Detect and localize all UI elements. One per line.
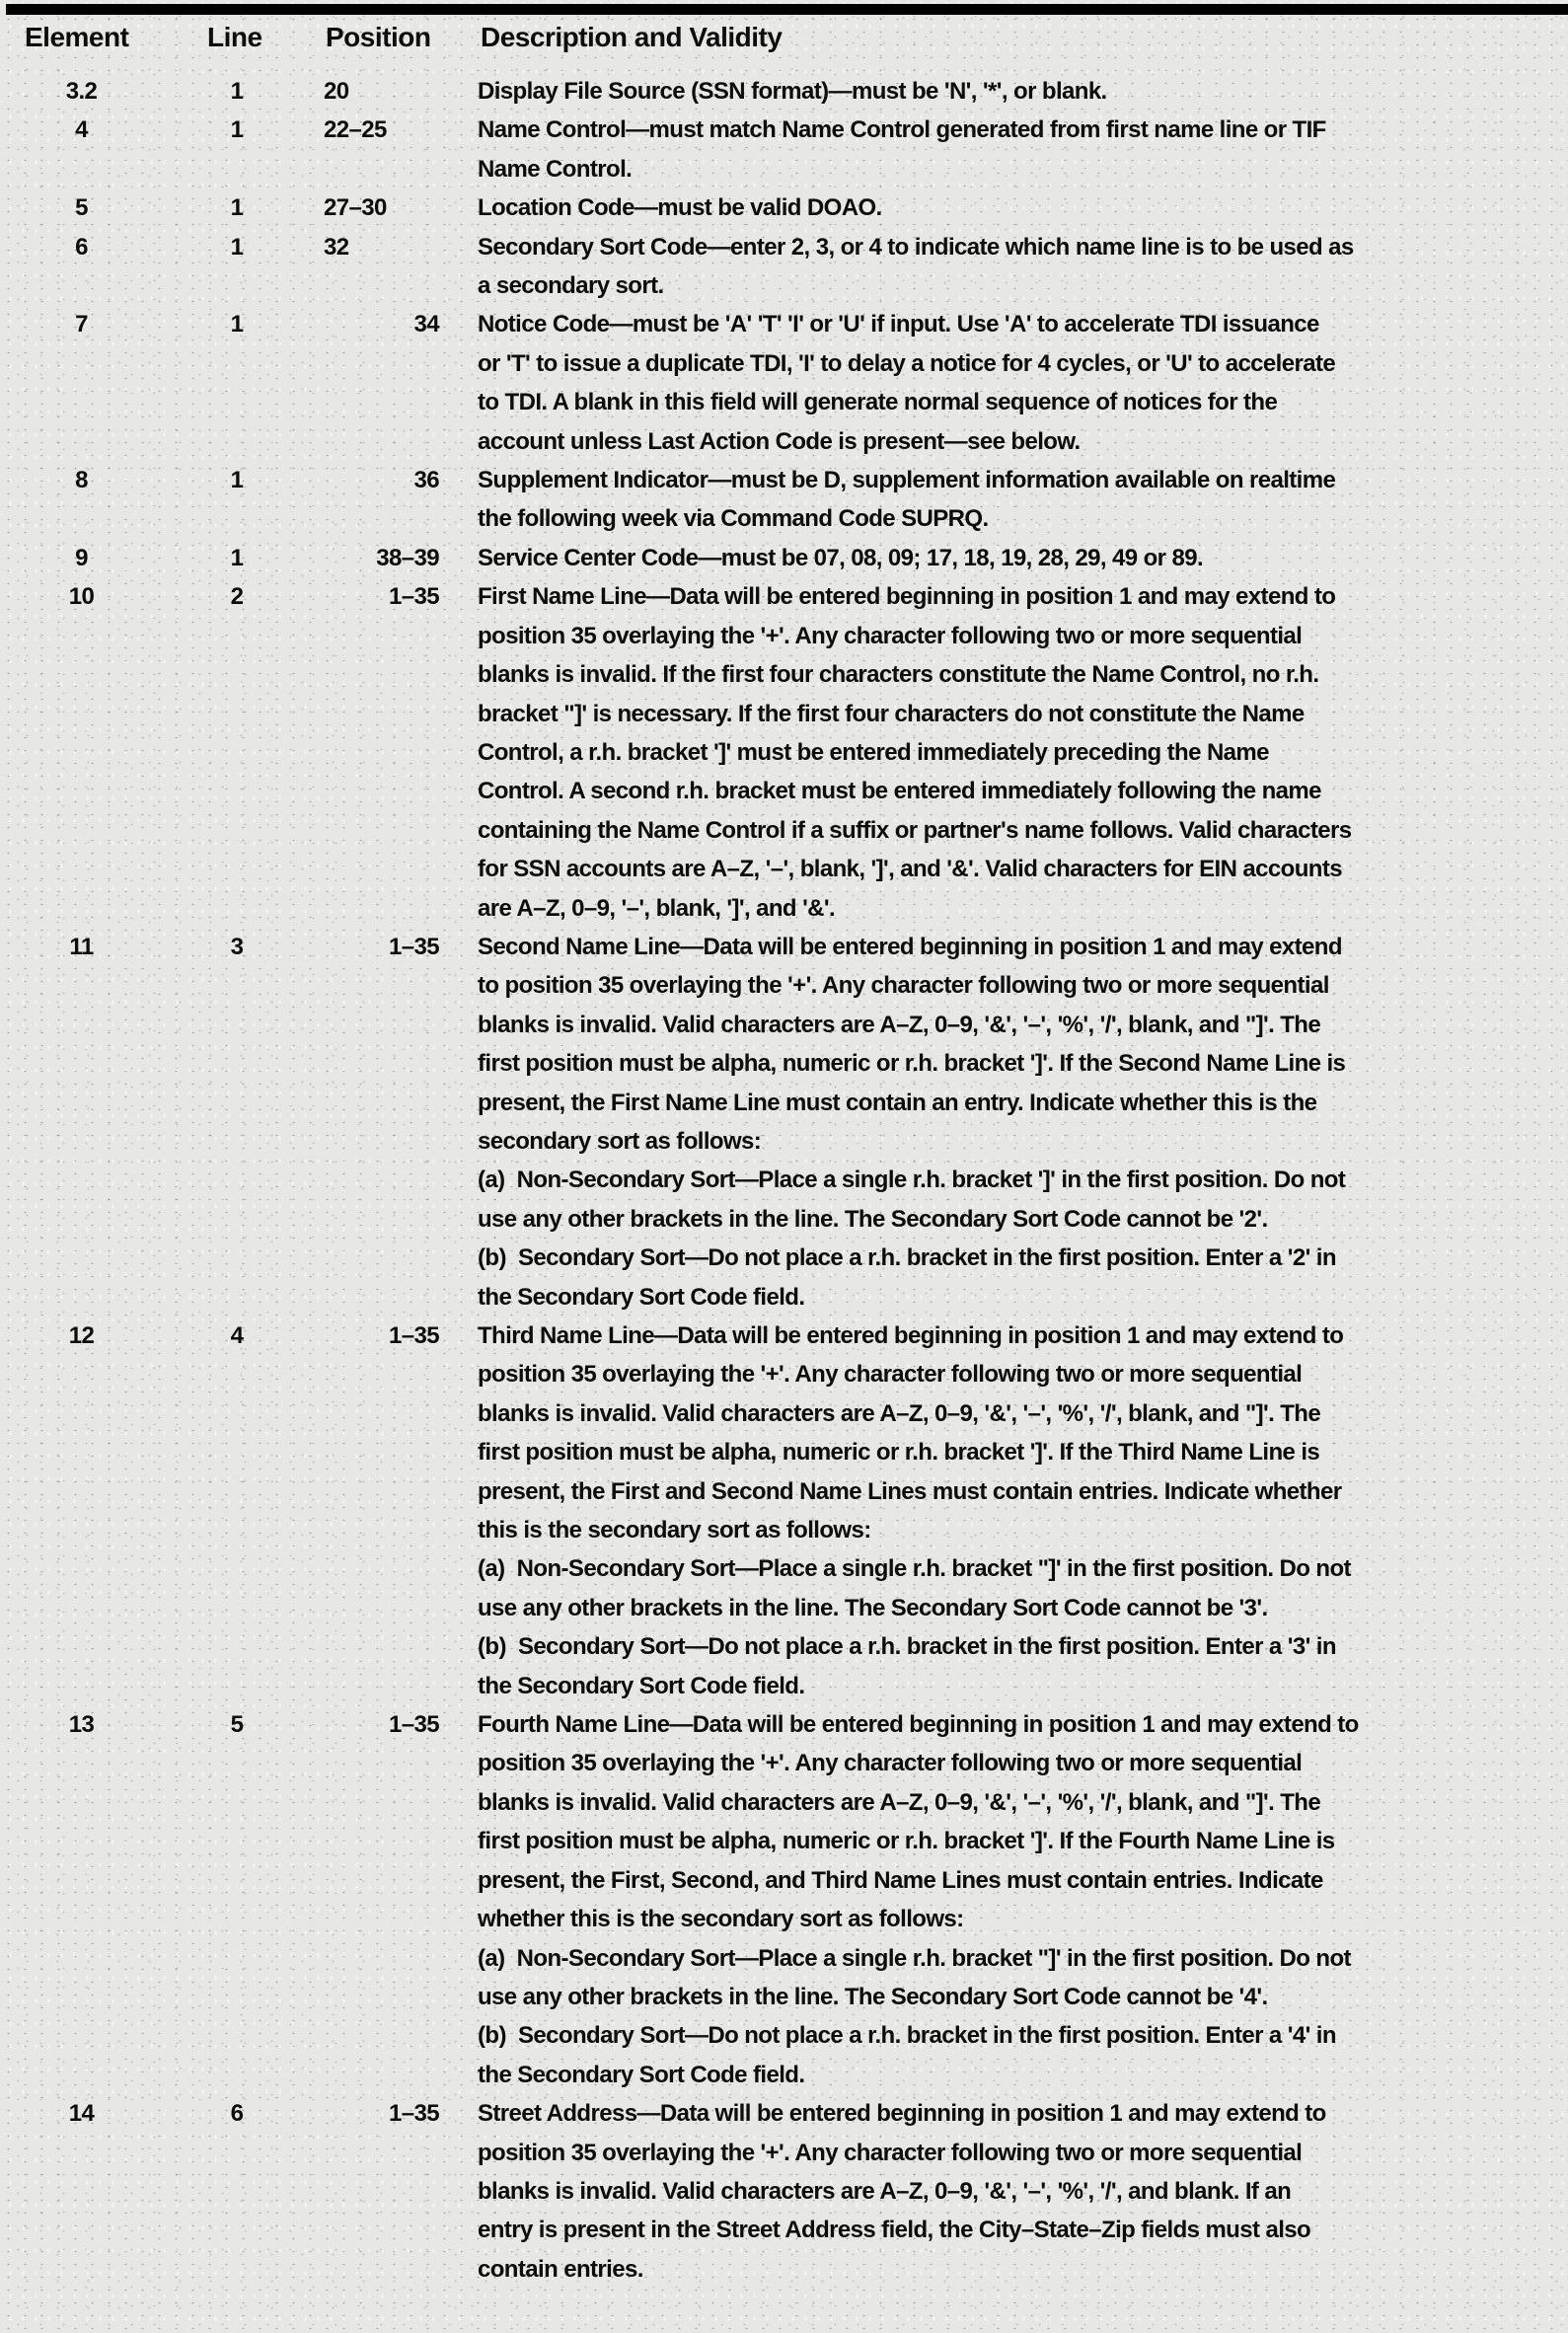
description-line: the Secondary Sort Code field.: [478, 1283, 805, 1311]
description-line: position 35 overlaying the '+'. Any character following two or more sequential: [478, 2139, 1303, 2166]
description-line: Name Control.: [478, 155, 633, 183]
description-line: entry is present in the Street Address field, the City–State–Zip fields must also: [478, 2217, 1311, 2244]
column-header-position: Position: [326, 22, 431, 52]
description-line: Fourth Name Line—Data will be entered beginning in position 1 and may extend to: [478, 1711, 1359, 1739]
description-line: position 35 overlaying the '+'. Any character following two or more sequential: [478, 622, 1303, 649]
description-line: to position 35 overlaying the '+'. Any character following two or more sequential: [478, 972, 1329, 1000]
description-line: position 35 overlaying the '+'. Any character following two or more sequential: [478, 1750, 1303, 1777]
description-line: first position must be alpha, numeric or r.h. bracket ']'. If the Fourth Name Line is: [478, 1828, 1335, 1855]
description-line: (a) Non-Secondary Sort—Place a single r.h. bracket ']' in the first position. Do not: [478, 1166, 1346, 1194]
line-cell: 1: [230, 116, 244, 144]
description-line: (b) Secondary Sort—Do not place a r.h. bracket in the first position. Enter a '2' in: [478, 1244, 1336, 1272]
description-line: first position must be alpha, numeric or r.h. bracket ']'. If the Second Name Line is: [478, 1050, 1346, 1078]
position-cell: 27–30: [324, 194, 387, 222]
description-line: first position must be alpha, numeric or r.h. bracket ']'. If the Third Name Line is: [478, 1439, 1320, 1467]
description-cell: [478, 461, 1568, 539]
description-line: containing the Name Control if a suffix or partner's name follows. Valid characters: [478, 816, 1352, 844]
table-header: [0, 22, 1568, 61]
line-cell: 1: [230, 467, 244, 494]
element-cell: 14: [68, 2100, 95, 2128]
description-line: blanks is invalid. Valid characters are A–Z, 0–9, '&', '–', '%', '/', blank, and "]'. The: [478, 1788, 1321, 1816]
position-cell: 1–35: [389, 1711, 439, 1739]
description-line: Notice Code—must be 'A' 'T' 'I' or 'U' if input. Use 'A' to accelerate TDI issuance: [478, 311, 1319, 339]
description-line: Second Name Line—Data will be entered beginning in position 1 and may extend: [478, 933, 1342, 960]
description-line: the following week via Command Code SUPRQ.: [478, 505, 989, 533]
position-cell: 36: [413, 467, 439, 494]
description-line: account unless Last Action Code is present—see below.: [478, 427, 1081, 455]
element-cell: 4: [75, 116, 88, 144]
description-line: Service Center Code—must be 07, 08, 09; 17, 18, 19, 28, 29, 49 or 89.: [478, 544, 1204, 571]
table-row: [0, 188, 1568, 227]
position-cell: 38–39: [376, 544, 439, 571]
position-cell: 1–35: [389, 933, 439, 960]
description-line: a secondary sort.: [478, 272, 664, 300]
description-line: the Secondary Sort Code field.: [478, 2061, 805, 2088]
description-line: present, the First, Second, and Third Name Lines must contain entries. Indicate: [478, 1866, 1323, 1894]
column-header-line: Line: [207, 22, 262, 52]
position-cell: 22–25: [324, 116, 387, 144]
table-row: [0, 928, 1568, 1317]
table-row: [0, 461, 1568, 539]
line-cell: 5: [230, 1711, 244, 1739]
table-row: [0, 228, 1568, 306]
description-line: Secondary Sort Code—enter 2, 3, or 4 to indicate which name line is to be used as: [478, 233, 1354, 261]
description-line: Display File Source (SSN format)—must be 'N', '*', or blank.: [478, 78, 1107, 105]
description-line: (a) Non-Secondary Sort—Place a single r.h. bracket "]' in the first position. Do not: [478, 1555, 1351, 1583]
description-line: are A–Z, 0–9, '–', blank, ']', and '&'.: [478, 894, 836, 922]
description-line: First Name Line—Data will be entered beginning in position 1 and may extend to: [478, 583, 1336, 611]
description-line: present, the First Name Line must contain an entry. Indicate whether this is the: [478, 1089, 1317, 1116]
description-line: use any other brackets in the line. The Secondary Sort Code cannot be '4'.: [478, 1983, 1268, 2010]
description-cell: [478, 1705, 1568, 2094]
table-row: [0, 72, 1568, 111]
table-row: [0, 305, 1568, 461]
description-cell: [478, 111, 1568, 188]
description-line: Street Address—Data will be entered beginning in position 1 and may extend to: [478, 2100, 1326, 2128]
position-cell: 20: [324, 78, 349, 105]
description-line: whether this is the secondary sort as follows:: [478, 1906, 964, 1933]
element-cell: 7: [75, 311, 88, 339]
description-line: blanks is invalid. Valid characters are A–Z, 0–9, '&', '–', '%', '/', and blank. If an: [478, 2177, 1292, 2205]
column-header-description: Description and Validity: [481, 22, 783, 52]
position-cell: 34: [413, 311, 439, 339]
table-row: [0, 539, 1568, 577]
description-line: Supplement Indicator—must be D, supplement information available on realtime: [478, 467, 1336, 494]
description-cell: [478, 577, 1568, 928]
line-cell: 4: [230, 1322, 244, 1349]
table-row: [0, 2094, 1568, 2289]
description-line: Control. A second r.h. bracket must be entered immediately following the name: [478, 778, 1321, 805]
element-cell: 5: [75, 194, 88, 222]
element-cell: 13: [68, 1711, 95, 1739]
description-cell: [478, 928, 1568, 1317]
description-line: contain entries.: [478, 2255, 643, 2283]
line-cell: 6: [230, 2100, 244, 2128]
description-line: this is the secondary sort as follows:: [478, 1517, 871, 1544]
element-cell: 6: [75, 233, 88, 261]
line-cell: 2: [230, 583, 244, 611]
position-cell: 32: [324, 233, 349, 261]
line-cell: 3: [230, 933, 244, 960]
description-line: use any other brackets in the line. The Secondary Sort Code cannot be '2'.: [478, 1205, 1268, 1233]
table-row: [0, 1705, 1568, 2094]
description-cell: [478, 228, 1568, 306]
description-line: blanks is invalid. Valid characters are A–Z, 0–9, '&', '–', '%', '/', blank, and "]'. The: [478, 1011, 1321, 1038]
element-cell: 10: [68, 583, 95, 611]
position-cell: 1–35: [389, 2100, 439, 2128]
column-header-element: Element: [25, 22, 129, 52]
description-line: secondary sort as follows:: [478, 1127, 762, 1155]
description-cell: [478, 188, 1568, 227]
description-line: Name Control—must match Name Control generated from first name line or TIF: [478, 116, 1326, 144]
description-line: Third Name Line—Data will be entered beginning in position 1 and may extend to: [478, 1322, 1344, 1349]
description-line: blanks is invalid. Valid characters are A–Z, 0–9, '&', '–', '%', '/', blank, and "]'. The: [478, 1399, 1321, 1427]
description-line: or 'T' to issue a duplicate TDI, 'I' to delay a notice for 4 cycles, or 'U' to accelerate: [478, 349, 1336, 377]
table-body: [0, 72, 1568, 2289]
description-line: blanks is invalid. If the first four characters constitute the Name Control, no r.h.: [478, 661, 1319, 689]
description-line: position 35 overlaying the '+'. Any character following two or more sequential: [478, 1361, 1303, 1389]
line-cell: 1: [230, 233, 244, 261]
description-line: bracket "]' is necessary. If the first four characters do not constitute the Name: [478, 700, 1305, 727]
description-line: to TDI. A blank in this field will generate normal sequence of notices for the: [478, 389, 1278, 416]
line-cell: 1: [230, 194, 244, 222]
table-row: [0, 1317, 1568, 1705]
position-cell: 1–35: [389, 583, 439, 611]
description-cell: [478, 1317, 1568, 1705]
description-cell: [478, 72, 1568, 111]
description-line: (b) Secondary Sort—Do not place a r.h. bracket in the first position. Enter a '3' in: [478, 1633, 1336, 1661]
description-line: (b) Secondary Sort—Do not place a r.h. bracket in the first position. Enter a '4' in: [478, 2022, 1336, 2050]
position-cell: 1–35: [389, 1322, 439, 1349]
line-cell: 1: [230, 78, 244, 105]
description-cell: [478, 2094, 1568, 2289]
line-cell: 1: [230, 544, 244, 571]
element-cell: 12: [68, 1322, 95, 1349]
line-cell: 1: [230, 311, 244, 339]
description-line: use any other brackets in the line. The Secondary Sort Code cannot be '3'.: [478, 1594, 1268, 1621]
description-line: present, the First and Second Name Lines must contain entries. Indicate whether: [478, 1477, 1342, 1505]
description-line: (a) Non-Secondary Sort—Place a single r.h. bracket "]' in the first position. Do not: [478, 1944, 1351, 1972]
top-rule: [6, 4, 1568, 15]
table-row: [0, 111, 1568, 188]
description-line: Location Code—must be valid DOAO.: [478, 194, 882, 222]
description-line: for SSN accounts are A–Z, '–', blank, ']', and '&'. Valid characters for EIN accounts: [478, 856, 1342, 883]
table-row: [0, 577, 1568, 928]
description-cell: [478, 539, 1568, 577]
element-cell: 3.2: [65, 78, 98, 105]
description-line: Control, a r.h. bracket ']' must be entered immediately preceding the Name: [478, 738, 1269, 766]
element-cell: 9: [75, 544, 88, 571]
element-cell: 8: [75, 467, 88, 494]
description-cell: [478, 305, 1568, 461]
element-cell: 11: [69, 933, 94, 960]
description-line: the Secondary Sort Code field.: [478, 1672, 805, 1699]
